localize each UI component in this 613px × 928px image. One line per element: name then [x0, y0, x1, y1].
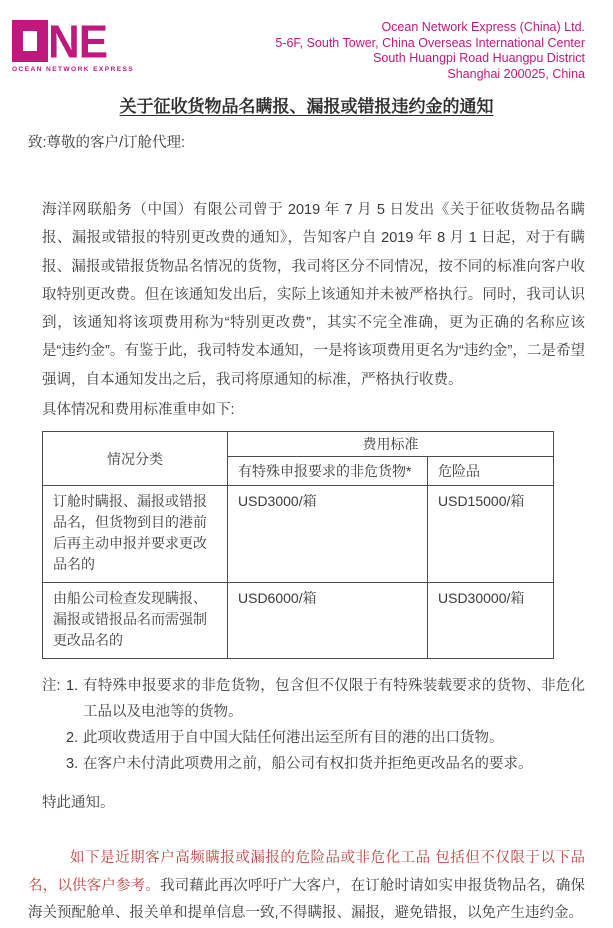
table-row — [43, 583, 554, 659]
list-item — [66, 725, 585, 751]
header-fee-standard: 费用标准 — [228, 432, 554, 457]
note-number: 3. — [66, 756, 79, 773]
address-line-building: 5-6F, South Tower, China Overseas International Center — [275, 35, 585, 50]
non-dg-fee-cell: USD3000/箱 — [228, 486, 428, 583]
list-item — [66, 673, 585, 725]
one-logo-letters: NE — [48, 16, 108, 69]
company-address — [275, 20, 585, 82]
fee-table-intro: 具体情况和费用标准重申如下: — [42, 402, 235, 419]
non-dg-fee-cell: USD6000/箱 — [228, 583, 428, 659]
case-cell: 由船公司检查发现瞒报、漏报或错报品名而需强制更改品名的 — [43, 583, 228, 659]
footer-paragraph — [28, 845, 585, 928]
document-header — [0, 16, 613, 82]
notes-label: 注: — [42, 678, 61, 695]
address-line-company: Ocean Network Express (China) Ltd. — [381, 20, 585, 34]
list-item — [66, 751, 585, 777]
one-logo-tagline: OCEAN NETWORK EXPRESS — [12, 66, 135, 73]
note-text: 在客户未付清此项费用之前，船公司有权扣货并拒绝更改品名的要求。 — [83, 756, 533, 773]
main-paragraph: 海洋网联船务（中国）有限公司曾于 2019 年 7 月 5 日发出《关于征收货物品名瞒报、漏报或错报的特别更改费的通知》，告知客户自 2019 年 8 月 1 日起，对于有瞒报、漏报或错报货物品名情况的货物，我司将区分不同情况，按不同的标准向客户收取特别更改费。但在该通知发出后，实际上该通知并未被严格执行。同时，我司认识到，该通知将该项费用称为“特别更改费”，其实不完全准确，更为正确的名称应该是“违约金”。有鉴于此，我司特发本通知，一是将该项费用更名为“违约金”，二是希望强调，自本通知发出之后，我司将原通知的标准，严格执行收费。 — [42, 202, 585, 388]
header-dangerous-goods: 危险品 — [428, 457, 554, 486]
salutation: 致:尊敬的客户/订舱代理: — [28, 135, 186, 151]
one-logo-o-square — [12, 20, 48, 62]
footer-normal-text: 我司藉此再次呼吁广大客户，在订舱时请如实申报货物品名，确保海关预配舱单、报关单和提单信息一致,不得瞒报、漏报，避免错报，以免产生违约金。 — [28, 877, 586, 922]
note-text: 有特殊申报要求的非危货物，包含但不仅限于有特殊装载要求的货物、非危化工品以及电池等的货物。 — [83, 678, 585, 721]
fee-table-header-row-1 — [43, 432, 554, 457]
header-non-dangerous-goods: 有特殊申报要求的非危货物* — [228, 457, 428, 486]
case-cell: 订舱时瞒报、漏报或错报品名，但货物到目的港前后再主动申报并要求更改品名的 — [43, 486, 228, 583]
document-title: 关于征收货物品名瞒报、漏报或错报违约金的通知 — [119, 97, 494, 116]
notes-list — [66, 673, 585, 777]
dg-fee-cell: USD15000/箱 — [428, 486, 554, 583]
address-line-street: South Huangpi Road Huangpu District — [373, 51, 585, 65]
note-number: 1. — [66, 678, 79, 695]
header-case-category: 情况分类 — [43, 432, 228, 486]
document-body — [0, 133, 613, 928]
note-text: 此项收费适用于自中国大陆任何港出运至所有目的港的出口货物。 — [83, 730, 504, 747]
one-logo — [12, 16, 135, 73]
table-row — [43, 486, 554, 583]
fee-table — [42, 431, 554, 659]
dg-fee-cell: USD30000/箱 — [428, 583, 554, 659]
one-logo-mark — [12, 16, 112, 69]
footer-highlight-text: 如下是近期客户高频瞒报或漏报的危险品或非危化工品 包括但不仅限于以下品名，以供客户参考。 — [28, 850, 585, 894]
notes-section — [42, 673, 585, 777]
note-number: 2. — [66, 730, 79, 747]
closing-statement: 特此通知。 — [42, 795, 115, 812]
address-line-city: Shanghai 200025, China — [447, 66, 585, 81]
